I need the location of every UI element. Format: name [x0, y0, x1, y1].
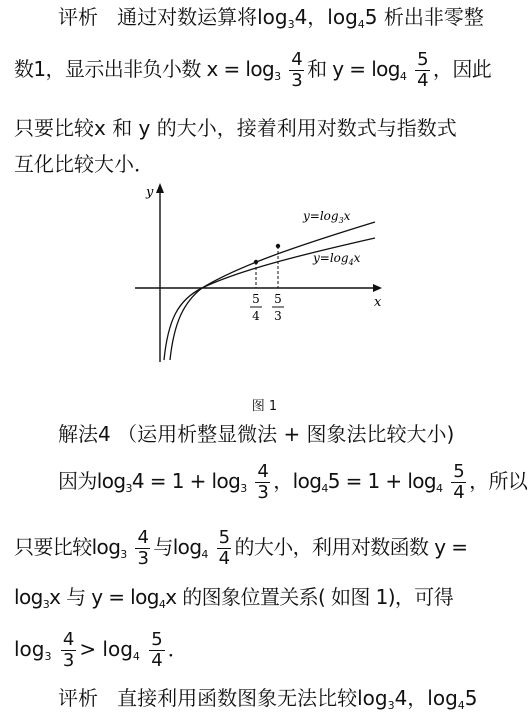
numerator: 5	[453, 461, 465, 482]
numerator: 4	[291, 49, 303, 70]
tick-5-4-num: 5	[252, 292, 260, 306]
text: > log	[79, 637, 133, 661]
denominator: 4	[453, 482, 465, 503]
text-line	[14, 528, 529, 569]
x-axis-arrow	[373, 284, 382, 292]
text: 与log	[153, 535, 202, 559]
log-base: 4	[357, 18, 365, 31]
log-base: 3	[387, 699, 395, 712]
text: 5	[464, 686, 478, 710]
text: 的大小，利用对数函数 y =	[234, 535, 468, 559]
log-base: 3	[44, 650, 52, 663]
text: 4，log	[394, 686, 458, 710]
log-base: 3	[240, 482, 247, 495]
numerator: 5	[417, 49, 428, 70]
text-line	[0, 462, 529, 503]
log-base: 4	[399, 70, 407, 83]
text-line	[14, 630, 529, 671]
text: 5 析出非零整	[364, 5, 484, 29]
text-line	[14, 583, 529, 611]
denominator: 3	[137, 548, 149, 569]
tick-5-4-den: 4	[252, 309, 260, 323]
fraction	[149, 630, 164, 671]
figure-caption: 图 1	[251, 399, 278, 414]
tick-5-3-den: 3	[274, 309, 282, 323]
text: ．	[167, 637, 188, 661]
text: 4，log	[294, 5, 358, 29]
point-5-3	[276, 244, 280, 248]
log-base: 4	[201, 548, 208, 561]
fraction	[255, 462, 270, 503]
text-line: 只要比较x 和 y 的大小，接着利用对数式与指数式	[14, 116, 457, 140]
y-axis-label: y	[146, 185, 154, 200]
curve-log3-label: $y=\log_3x$	[303, 209, 351, 225]
log-base: 4	[321, 482, 328, 495]
text: x 的图象位置关系( 如图 1)，可得	[165, 585, 454, 609]
text: ，log	[273, 469, 322, 493]
comment-label: 评析	[58, 5, 98, 29]
log-base: 3	[42, 598, 50, 611]
log-base: 4	[436, 482, 443, 495]
comment-label: 评析	[58, 686, 98, 710]
curve-log4-label: $y=\log_4x$	[313, 251, 361, 267]
log-base: 3	[125, 482, 132, 495]
log-base: 3	[120, 548, 127, 561]
x-axis-label: x	[374, 295, 382, 310]
text: ，所以	[469, 469, 528, 493]
fraction	[217, 528, 232, 569]
log-base: 4	[132, 650, 140, 663]
text: 和 y = log	[307, 57, 400, 81]
text: 因为log	[58, 469, 126, 493]
numerator: 4	[137, 527, 149, 548]
text: ，因此	[432, 57, 492, 81]
numerator: 5	[151, 629, 163, 650]
text: x 与 y = log	[49, 585, 159, 609]
numerator: 4	[257, 461, 269, 482]
numerator: 4	[62, 629, 75, 650]
text: 5 = 1 + log	[327, 469, 437, 493]
text: 通过对数运算将log	[117, 5, 288, 29]
text-line	[0, 684, 529, 712]
denominator: 4	[218, 548, 230, 569]
text: 只要比较log	[14, 535, 121, 559]
denominator: 3	[257, 482, 269, 503]
denominator: 3	[291, 70, 303, 91]
log-base: 4	[158, 598, 166, 611]
denominator: 3	[62, 650, 75, 671]
numerator: 5	[218, 527, 230, 548]
y-axis-arrow	[156, 183, 164, 193]
log-base: 3	[287, 18, 295, 31]
log-base: 3	[274, 70, 281, 83]
fraction	[61, 630, 76, 671]
denominator: 4	[151, 650, 163, 671]
text: 数1，显示出非负小数 x = log	[14, 57, 275, 81]
text: log	[14, 637, 45, 661]
text: 4 = 1 + log	[131, 469, 241, 493]
curve-log3	[164, 222, 375, 360]
fraction	[135, 528, 150, 569]
method-heading: 解法4 （运用析整显微法 + 图象法比较大小)	[58, 422, 455, 446]
tick-5-3-num: 5	[274, 292, 282, 306]
log-base: 4	[457, 699, 465, 712]
fraction	[451, 462, 466, 503]
text: 直接利用函数图象无法比较log	[117, 686, 388, 710]
text: log	[14, 585, 43, 609]
denominator: 4	[417, 70, 428, 91]
point-5-4	[254, 260, 258, 264]
text-line: 互化比较大小．	[14, 152, 154, 176]
